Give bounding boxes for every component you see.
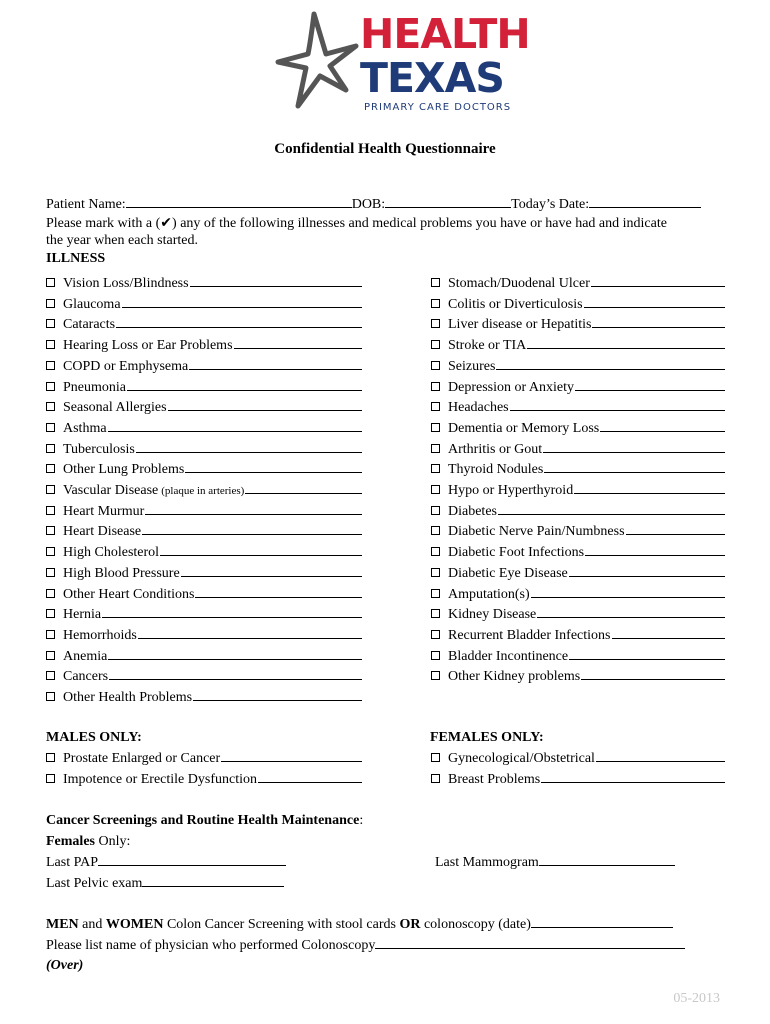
patient-name-label: Patient Name: xyxy=(46,197,126,212)
female-gynecological-obstetrical-year-field[interactable] xyxy=(596,750,725,762)
today-date-label: Today’s Date: xyxy=(511,197,590,212)
illness-hypo-or-hyperthyroid-label: Hypo or Hyperthyroid xyxy=(448,483,574,498)
illness-recurrent-bladder-infections-row xyxy=(431,627,725,645)
last-pelvic-field[interactable] xyxy=(142,874,284,887)
physician-name-field[interactable] xyxy=(375,936,685,949)
illness-hearing-loss-or-ear-problems-row xyxy=(46,337,362,355)
illness-anemia-checkbox[interactable] xyxy=(46,651,55,660)
illness-seasonal-allergies-checkbox[interactable] xyxy=(46,402,55,411)
male-impotence-or-erectile-dysfunction-label: Impotence or Erectile Dysfunction xyxy=(63,772,257,787)
illness-other-kidney-problems-checkbox[interactable] xyxy=(431,671,440,680)
illness-other-lung-problems-year-field[interactable] xyxy=(185,461,362,473)
illness-thyroid-nodules-label: Thyroid Nodules xyxy=(448,462,544,478)
illness-vision-loss-blindness-checkbox[interactable] xyxy=(46,278,55,287)
instructions-text-a: Please mark with a ( xyxy=(46,216,161,231)
illness-anemia-year-field[interactable] xyxy=(108,648,362,660)
illness-depression-or-anxiety-label: Depression or Anxiety xyxy=(448,379,574,395)
male-impotence-or-erectile-dysfunction-row xyxy=(46,771,362,789)
illness-diabetic-nerve-pain-numbness-checkbox[interactable] xyxy=(431,526,440,535)
illness-asthma-year-field[interactable] xyxy=(108,420,362,432)
illness-cancers-checkbox[interactable] xyxy=(46,671,55,680)
logo-texas-text: TEXAS xyxy=(360,54,504,102)
females-only-text: Only: xyxy=(94,834,131,849)
illness-high-blood-pressure-checkbox[interactable] xyxy=(46,568,55,577)
illness-diabetes-year-field[interactable] xyxy=(498,503,725,515)
illness-other-health-problems-year-field[interactable] xyxy=(193,689,362,701)
illness-amputation-s-row xyxy=(431,586,725,604)
illness-other-kidney-problems-label: Other Kidney problems xyxy=(448,669,581,685)
illness-vascular-disease-label: Vascular Disease xyxy=(63,483,159,498)
illness-high-cholesterol-label: High Cholesterol xyxy=(63,545,160,561)
illness-tuberculosis-label: Tuberculosis xyxy=(63,441,135,457)
illness-dementia-or-memory-loss-year-field[interactable] xyxy=(600,420,725,432)
illness-hemorrhoids-row xyxy=(46,627,362,645)
illness-heart-disease-checkbox[interactable] xyxy=(46,526,55,535)
illness-colitis-or-diverticulosis-checkbox[interactable] xyxy=(431,299,440,308)
illness-recurrent-bladder-infections-checkbox[interactable] xyxy=(431,630,440,639)
illness-pneumonia-year-field[interactable] xyxy=(127,379,362,391)
illness-other-kidney-problems-row xyxy=(431,668,725,686)
checkmark-icon: ✔ xyxy=(160,215,173,231)
patient-info-line xyxy=(46,195,701,214)
last-mammogram-label: Last Mammogram xyxy=(435,855,539,870)
illness-recurrent-bladder-infections-year-field[interactable] xyxy=(612,627,726,639)
female-breast-problems-label: Breast Problems xyxy=(448,772,541,787)
illness-diabetic-foot-infections-year-field[interactable] xyxy=(585,544,725,556)
illness-heart-disease-label: Heart Disease xyxy=(63,524,142,540)
illness-cataracts-year-field[interactable] xyxy=(116,316,362,328)
illness-depression-or-anxiety-checkbox[interactable] xyxy=(431,382,440,391)
illness-tuberculosis-year-field[interactable] xyxy=(136,441,362,453)
illness-diabetic-nerve-pain-numbness-year-field[interactable] xyxy=(626,523,725,535)
screenings-heading: Cancer Screenings and Routine Health Maintenance xyxy=(46,813,360,828)
health-texas-logo xyxy=(272,10,530,118)
dob-field[interactable] xyxy=(385,195,511,208)
illness-asthma-row xyxy=(46,420,362,438)
illness-seizures-row xyxy=(431,358,725,376)
illness-dementia-or-memory-loss-label: Dementia or Memory Loss xyxy=(448,420,600,436)
last-pap-label: Last PAP xyxy=(46,855,99,870)
illness-vision-loss-blindness-year-field[interactable] xyxy=(190,275,362,287)
female-gynecological-obstetrical-checkbox[interactable] xyxy=(431,753,440,762)
logo-health-text: HEALTH xyxy=(360,10,530,58)
illness-stroke-or-tia-row xyxy=(431,337,725,355)
last-pap-field[interactable] xyxy=(98,853,286,866)
colon-screening-line xyxy=(46,915,673,934)
illness-tuberculosis-checkbox[interactable] xyxy=(46,444,55,453)
illness-diabetic-nerve-pain-numbness-label: Diabetic Nerve Pain/Numbness xyxy=(448,524,625,540)
illness-hemorrhoids-year-field[interactable] xyxy=(138,627,362,639)
physician-label: Please list name of physician who performed Colonoscopy xyxy=(46,938,376,953)
illness-vascular-disease-row xyxy=(46,482,362,500)
illness-arthritis-or-gout-checkbox[interactable] xyxy=(431,444,440,453)
illness-heading: ILLNESS xyxy=(46,251,106,266)
illness-hypo-or-hyperthyroid-checkbox[interactable] xyxy=(431,485,440,494)
illness-high-cholesterol-checkbox[interactable] xyxy=(46,547,55,556)
last-mammogram-line xyxy=(435,853,675,872)
illness-copd-or-emphysema-row xyxy=(46,358,362,376)
illness-amputation-s-checkbox[interactable] xyxy=(431,589,440,598)
illness-depression-or-anxiety-year-field[interactable] xyxy=(575,379,725,391)
illness-arthritis-or-gout-year-field[interactable] xyxy=(543,441,725,453)
illness-high-blood-pressure-row xyxy=(46,565,362,583)
illness-diabetic-eye-disease-label: Diabetic Eye Disease xyxy=(448,565,568,581)
females-heading: FEMALES ONLY: xyxy=(430,730,544,745)
illness-diabetes-label: Diabetes xyxy=(448,503,497,519)
illness-diabetic-eye-disease-row xyxy=(431,565,725,583)
illness-dementia-or-memory-loss-row xyxy=(431,420,725,438)
illness-anemia-row xyxy=(46,648,362,666)
last-pelvic-line xyxy=(46,874,284,893)
illness-pneumonia-checkbox[interactable] xyxy=(46,382,55,391)
illness-cataracts-checkbox[interactable] xyxy=(46,319,55,328)
illness-headaches-row xyxy=(431,399,725,417)
today-date-field[interactable] xyxy=(589,195,701,208)
female-breast-problems-row xyxy=(431,771,725,789)
illness-liver-disease-or-hepatitis-year-field[interactable] xyxy=(592,316,725,328)
male-impotence-or-erectile-dysfunction-checkbox[interactable] xyxy=(46,774,55,783)
illness-colitis-or-diverticulosis-row xyxy=(431,296,725,314)
female-breast-problems-checkbox[interactable] xyxy=(431,774,440,783)
illness-arthritis-or-gout-row xyxy=(431,441,725,459)
male-prostate-enlarged-or-cancer-row xyxy=(46,750,362,768)
illness-stomach-duodenal-ulcer-checkbox[interactable] xyxy=(431,278,440,287)
illness-other-heart-conditions-label: Other Heart Conditions xyxy=(63,586,195,602)
colon-text-b: colonoscopy (date) xyxy=(420,917,531,932)
illness-thyroid-nodules-checkbox[interactable] xyxy=(431,464,440,473)
illness-anemia-label: Anemia xyxy=(63,648,108,664)
illness-amputation-s-label: Amputation(s) xyxy=(448,586,530,602)
illness-hemorrhoids-checkbox[interactable] xyxy=(46,630,55,639)
illness-dementia-or-memory-loss-checkbox[interactable] xyxy=(431,423,440,432)
illness-stomach-duodenal-ulcer-label: Stomach/Duodenal Ulcer xyxy=(448,276,590,291)
over-note: (Over) xyxy=(46,958,84,973)
illness-hernia-checkbox[interactable] xyxy=(46,609,55,618)
patient-name-field[interactable] xyxy=(126,195,352,208)
illness-hearing-loss-or-ear-problems-year-field[interactable] xyxy=(234,337,362,349)
female-breast-problems-year-field[interactable] xyxy=(541,771,725,783)
female-gynecological-obstetrical-label: Gynecological/Obstetrical xyxy=(448,751,595,766)
illness-depression-or-anxiety-row xyxy=(431,379,725,397)
females-only-line xyxy=(46,833,130,851)
illness-pneumonia-row xyxy=(46,379,362,397)
illness-bladder-incontinence-label: Bladder Incontinence xyxy=(448,648,569,664)
illness-hemorrhoids-label: Hemorrhoids xyxy=(63,627,137,643)
illness-copd-or-emphysema-checkbox[interactable] xyxy=(46,361,55,370)
illness-high-cholesterol-row xyxy=(46,544,362,562)
illness-kidney-disease-label: Kidney Disease xyxy=(448,607,537,623)
colon-text-a: Colon Cancer Screening with stool cards xyxy=(163,917,400,932)
female-gynecological-obstetrical-row xyxy=(431,750,725,768)
illness-glaucoma-checkbox[interactable] xyxy=(46,299,55,308)
or-label: OR xyxy=(399,917,421,932)
physician-line xyxy=(46,936,685,955)
illness-heart-disease-row xyxy=(46,523,362,541)
logo-subtitle: PRIMARY CARE DOCTORS xyxy=(364,102,512,113)
illness-liver-disease-or-hepatitis-checkbox[interactable] xyxy=(431,319,440,328)
illness-seasonal-allergies-year-field[interactable] xyxy=(168,399,362,411)
illness-headaches-checkbox[interactable] xyxy=(431,402,440,411)
illness-hernia-label: Hernia xyxy=(63,607,102,623)
illness-thyroid-nodules-row xyxy=(431,461,725,479)
illness-other-heart-conditions-row xyxy=(46,586,362,604)
instructions-line1 xyxy=(46,214,667,233)
illness-heart-disease-year-field[interactable] xyxy=(142,523,362,535)
illness-thyroid-nodules-year-field[interactable] xyxy=(544,461,725,473)
illness-stroke-or-tia-checkbox[interactable] xyxy=(431,340,440,349)
illness-headaches-label: Headaches xyxy=(448,400,509,416)
dob-label: DOB: xyxy=(351,197,386,212)
illness-vascular-disease-checkbox[interactable] xyxy=(46,485,55,494)
illness-stomach-duodenal-ulcer-year-field[interactable] xyxy=(591,275,725,287)
illness-liver-disease-or-hepatitis-row xyxy=(431,316,725,334)
illness-vision-loss-blindness-label: Vision Loss/Blindness xyxy=(63,276,189,291)
illness-seizures-checkbox[interactable] xyxy=(431,361,440,370)
instructions-line2: the year when each started. xyxy=(46,233,198,248)
illness-heart-murmur-checkbox[interactable] xyxy=(46,506,55,515)
illness-diabetic-foot-infections-label: Diabetic Foot Infections xyxy=(448,545,585,561)
illness-headaches-year-field[interactable] xyxy=(510,399,725,411)
illness-vascular-disease-note: (plaque in arteries) xyxy=(161,485,245,497)
illness-diabetic-nerve-pain-numbness-row xyxy=(431,523,725,541)
illness-high-cholesterol-year-field[interactable] xyxy=(160,544,362,556)
men-label: MEN xyxy=(46,917,79,932)
illness-diabetic-eye-disease-checkbox[interactable] xyxy=(431,568,440,577)
illness-other-heart-conditions-year-field[interactable] xyxy=(195,586,362,598)
females-label: Females xyxy=(46,834,95,849)
illness-hernia-row xyxy=(46,606,362,624)
illness-glaucoma-label: Glaucoma xyxy=(63,296,121,312)
illness-diabetic-foot-infections-row xyxy=(431,544,725,562)
male-prostate-enlarged-or-cancer-label: Prostate Enlarged or Cancer xyxy=(63,751,221,766)
illness-kidney-disease-checkbox[interactable] xyxy=(431,609,440,618)
illness-kidney-disease-year-field[interactable] xyxy=(537,606,725,618)
illness-diabetes-checkbox[interactable] xyxy=(431,506,440,515)
illness-colitis-or-diverticulosis-year-field[interactable] xyxy=(584,296,725,308)
illness-colitis-or-diverticulosis-label: Colitis or Diverticulosis xyxy=(448,296,583,312)
illness-hernia-year-field[interactable] xyxy=(102,606,362,618)
illness-hypo-or-hyperthyroid-year-field[interactable] xyxy=(574,482,725,494)
illness-other-health-problems-label: Other Health Problems xyxy=(63,690,193,705)
illness-stroke-or-tia-year-field[interactable] xyxy=(527,337,725,349)
illness-heart-murmur-label: Heart Murmur xyxy=(63,503,145,519)
illness-diabetic-foot-infections-checkbox[interactable] xyxy=(431,547,440,556)
illness-other-kidney-problems-year-field[interactable] xyxy=(581,668,725,680)
illness-heart-murmur-year-field[interactable] xyxy=(145,503,362,515)
illness-amputation-s-year-field[interactable] xyxy=(531,586,725,598)
colonoscopy-date-field[interactable] xyxy=(531,915,673,928)
illness-other-heart-conditions-checkbox[interactable] xyxy=(46,589,55,598)
illness-cataracts-label: Cataracts xyxy=(63,317,116,333)
male-prostate-enlarged-or-cancer-year-field[interactable] xyxy=(221,750,362,762)
illness-bladder-incontinence-row xyxy=(431,648,725,666)
illness-diabetes-row xyxy=(431,503,725,521)
screenings-heading-line xyxy=(46,812,363,830)
page-title: Confidential Health Questionnaire xyxy=(274,141,496,157)
illness-hearing-loss-or-ear-problems-checkbox[interactable] xyxy=(46,340,55,349)
illness-other-lung-problems-label: Other Lung Problems xyxy=(63,462,185,478)
illness-glaucoma-year-field[interactable] xyxy=(122,296,362,308)
illness-kidney-disease-row xyxy=(431,606,725,624)
instructions-text-b: ) any of the following illnesses and medical problems you have or have had and indicate xyxy=(172,216,667,231)
illness-vision-loss-blindness-row xyxy=(46,275,362,293)
illness-tuberculosis-row xyxy=(46,441,362,459)
form-date: 05-2013 xyxy=(673,991,720,1006)
illness-seizures-year-field[interactable] xyxy=(496,358,725,370)
male-prostate-enlarged-or-cancer-checkbox[interactable] xyxy=(46,753,55,762)
illness-liver-disease-or-hepatitis-label: Liver disease or Hepatitis xyxy=(448,317,592,333)
illness-arthritis-or-gout-label: Arthritis or Gout xyxy=(448,441,543,457)
last-pap-line xyxy=(46,853,286,872)
illness-pneumonia-label: Pneumonia xyxy=(63,379,126,395)
and-text: and xyxy=(78,917,106,932)
illness-copd-or-emphysema-label: COPD or Emphysema xyxy=(63,358,189,374)
illness-other-health-problems-checkbox[interactable] xyxy=(46,692,55,701)
illness-cancers-row xyxy=(46,668,362,686)
illness-high-blood-pressure-year-field[interactable] xyxy=(181,565,362,577)
illness-glaucoma-row xyxy=(46,296,362,314)
illness-other-lung-problems-row xyxy=(46,461,362,479)
star-icon xyxy=(272,10,362,110)
male-impotence-or-erectile-dysfunction-year-field[interactable] xyxy=(258,771,362,783)
illness-asthma-label: Asthma xyxy=(63,420,107,436)
illness-stomach-duodenal-ulcer-row xyxy=(431,275,725,293)
illness-vascular-disease-year-field[interactable] xyxy=(245,482,362,494)
illness-hearing-loss-or-ear-problems-label: Hearing Loss or Ear Problems xyxy=(63,338,233,354)
last-pelvic-label: Last Pelvic exam xyxy=(46,876,143,891)
illness-diabetic-eye-disease-year-field[interactable] xyxy=(569,565,725,577)
illness-heart-murmur-row xyxy=(46,503,362,521)
illness-hypo-or-hyperthyroid-row xyxy=(431,482,725,500)
illness-bladder-incontinence-checkbox[interactable] xyxy=(431,651,440,660)
illness-asthma-checkbox[interactable] xyxy=(46,423,55,432)
illness-stroke-or-tia-label: Stroke or TIA xyxy=(448,338,527,354)
illness-high-blood-pressure-label: High Blood Pressure xyxy=(63,565,180,581)
illness-cancers-label: Cancers xyxy=(63,669,109,685)
last-mammogram-field[interactable] xyxy=(539,853,675,866)
illness-cancers-year-field[interactable] xyxy=(109,668,362,680)
illness-seasonal-allergies-row xyxy=(46,399,362,417)
males-heading: MALES ONLY: xyxy=(46,730,142,745)
illness-seasonal-allergies-label: Seasonal Allergies xyxy=(63,400,167,416)
illness-other-lung-problems-checkbox[interactable] xyxy=(46,464,55,473)
illness-bladder-incontinence-year-field[interactable] xyxy=(569,648,725,660)
women-label: WOMEN xyxy=(105,917,164,932)
illness-cataracts-row xyxy=(46,316,362,334)
screenings-colon: : xyxy=(359,813,364,828)
illness-recurrent-bladder-infections-label: Recurrent Bladder Infections xyxy=(448,627,611,643)
illness-other-health-problems-row xyxy=(46,689,362,707)
illness-seizures-label: Seizures xyxy=(448,358,496,374)
illness-copd-or-emphysema-year-field[interactable] xyxy=(189,358,362,370)
